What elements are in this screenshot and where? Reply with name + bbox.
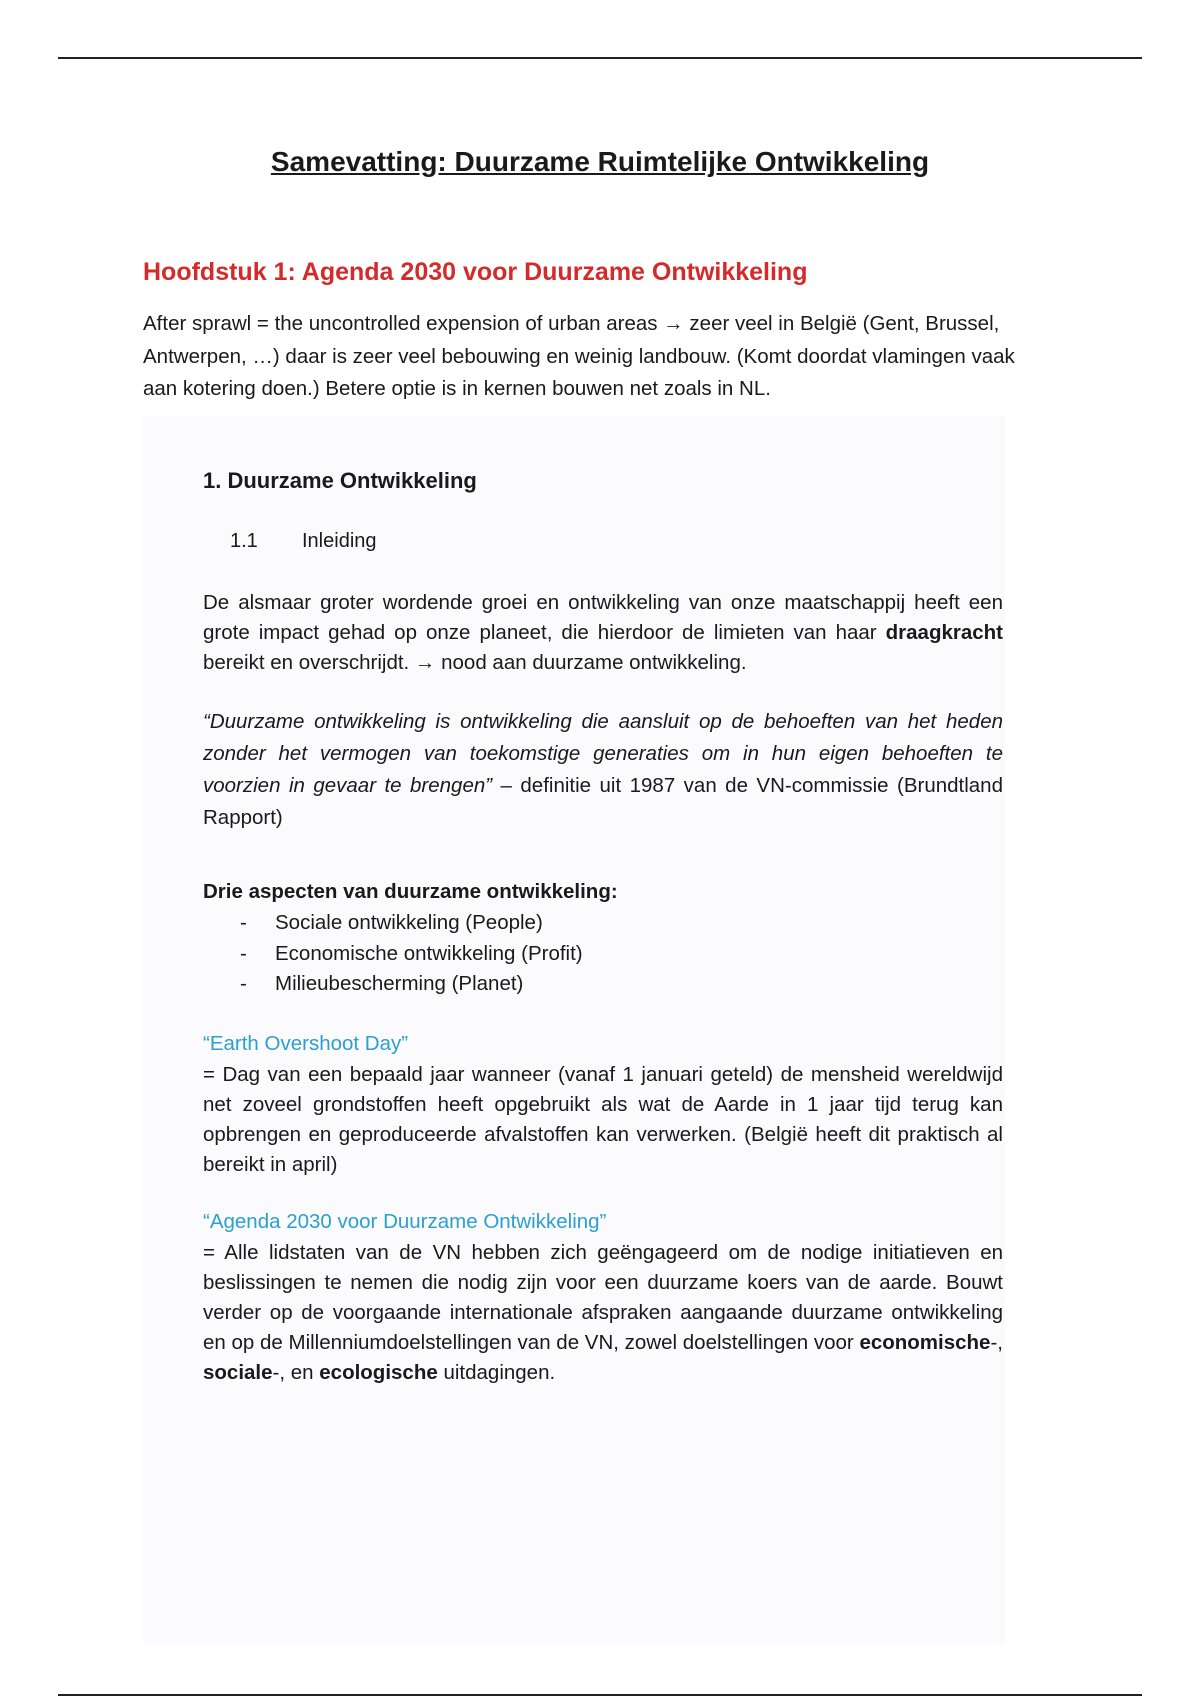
paragraph-impact-text: De alsmaar groter wordende groei en ontwikkeling van onze maatschappij heeft een grote impact gehad op onze planeet, die hierdoor de limieten van haar	[203, 591, 1003, 644]
subsection-heading	[230, 530, 377, 553]
list-item-text: Sociale ontwikkeling (People)	[275, 911, 543, 934]
list-item-text: Economische ontwikkeling (Profit)	[275, 941, 583, 965]
paragraph-impact-bold: draagkracht	[885, 621, 1004, 644]
subsection-number: 1.1	[230, 530, 258, 552]
intro-paragraph: After sprawl = the uncontrolled expension of urban areas → zeer veel in België (Gent, Brussel, Antwerpen, …) daar is zeer veel bebouwing en weinig landbouw. (Komt doordat vlamingen vaak aan kotering doen.) Betere optie is in kernen bouwen net zoals in NL.	[143, 312, 1015, 400]
aspects-heading: Drie aspecten van duurzame ontwikkeling:	[203, 880, 618, 903]
agenda-sep: -, en	[272, 1361, 314, 1384]
bottom-rule	[58, 1694, 1142, 1696]
page-title: Samevatting: Duurzame Ruimtelijke Ontwikkeling	[270, 146, 930, 177]
agenda-definition-text: = Alle lidstaten van de VN hebben zich geëngageerd om de nodige initiatieven en beslissingen te nemen die nodig zijn voor een duurzame koers van de aarde. Bouwt verder op de voorgaande internationale afspraken aangaande duurzame ontwikkeling en op de Millenniumdoelstellingen van de VN, zowel doelstellingen voor	[203, 1241, 1003, 1354]
quote-text: “Duurzame ontwikkeling is ontwikkeling die aansluit op de behoeften van het heden zonder het vermogen van toekomstige generaties om in hun eigen behoeften te voorzien in gevaar te brengen”	[203, 710, 1003, 797]
aspects-list	[240, 908, 583, 1000]
chapter-heading: Hoofdstuk 1: Agenda 2030 voor Duurzame Ontwikkeling	[143, 258, 808, 286]
bullet-dash: -	[240, 941, 247, 965]
agenda-bold-sociale: sociale	[203, 1361, 273, 1384]
term-agenda-2030: “Agenda 2030 voor Duurzame Ontwikkeling”	[203, 1210, 607, 1233]
subsection-title: Inleiding	[302, 530, 377, 552]
agenda-bold-ecologische: ecologische	[319, 1361, 438, 1384]
bullet-dash: -	[240, 972, 247, 995]
quote-attribution: – definitie uit 1987 van de VN-commissie (Brundtland Rapport)	[203, 774, 1003, 829]
definition-overshoot-day: = Dag van een bepaald jaar wanneer (vanaf 1 januari geteld) de mensheid wereldwijd net zoveel grondstoffen heeft opgebruikt als wat de Aarde in 1 jaar tijd terug kan opbrengen en geproduceerde afvalstoffen kan verwerken. (België heeft dit praktisch al bereikt in april)	[203, 1063, 1003, 1176]
paragraph-impact	[203, 588, 1003, 678]
definition-quote	[203, 706, 1003, 834]
top-rule	[58, 57, 1142, 59]
list-item-text: Milieubescherming (Planet)	[275, 972, 524, 995]
agenda-sep: -,	[990, 1331, 1003, 1354]
agenda-bold-economische: economische	[859, 1331, 991, 1354]
list-item	[240, 939, 583, 970]
paragraph-impact-text-end: bereikt en overschrijdt. → nood aan duurzame ontwikkeling.	[203, 651, 747, 674]
agenda-definition-end: uitdagingen.	[443, 1361, 556, 1384]
list-item	[240, 969, 583, 1000]
section-heading: 1. Duurzame Ontwikkeling	[203, 468, 477, 493]
bullet-dash: -	[240, 911, 247, 934]
list-item	[240, 908, 583, 939]
term-overshoot-day: “Earth Overshoot Day”	[203, 1032, 409, 1055]
definition-agenda-2030	[203, 1238, 1003, 1388]
